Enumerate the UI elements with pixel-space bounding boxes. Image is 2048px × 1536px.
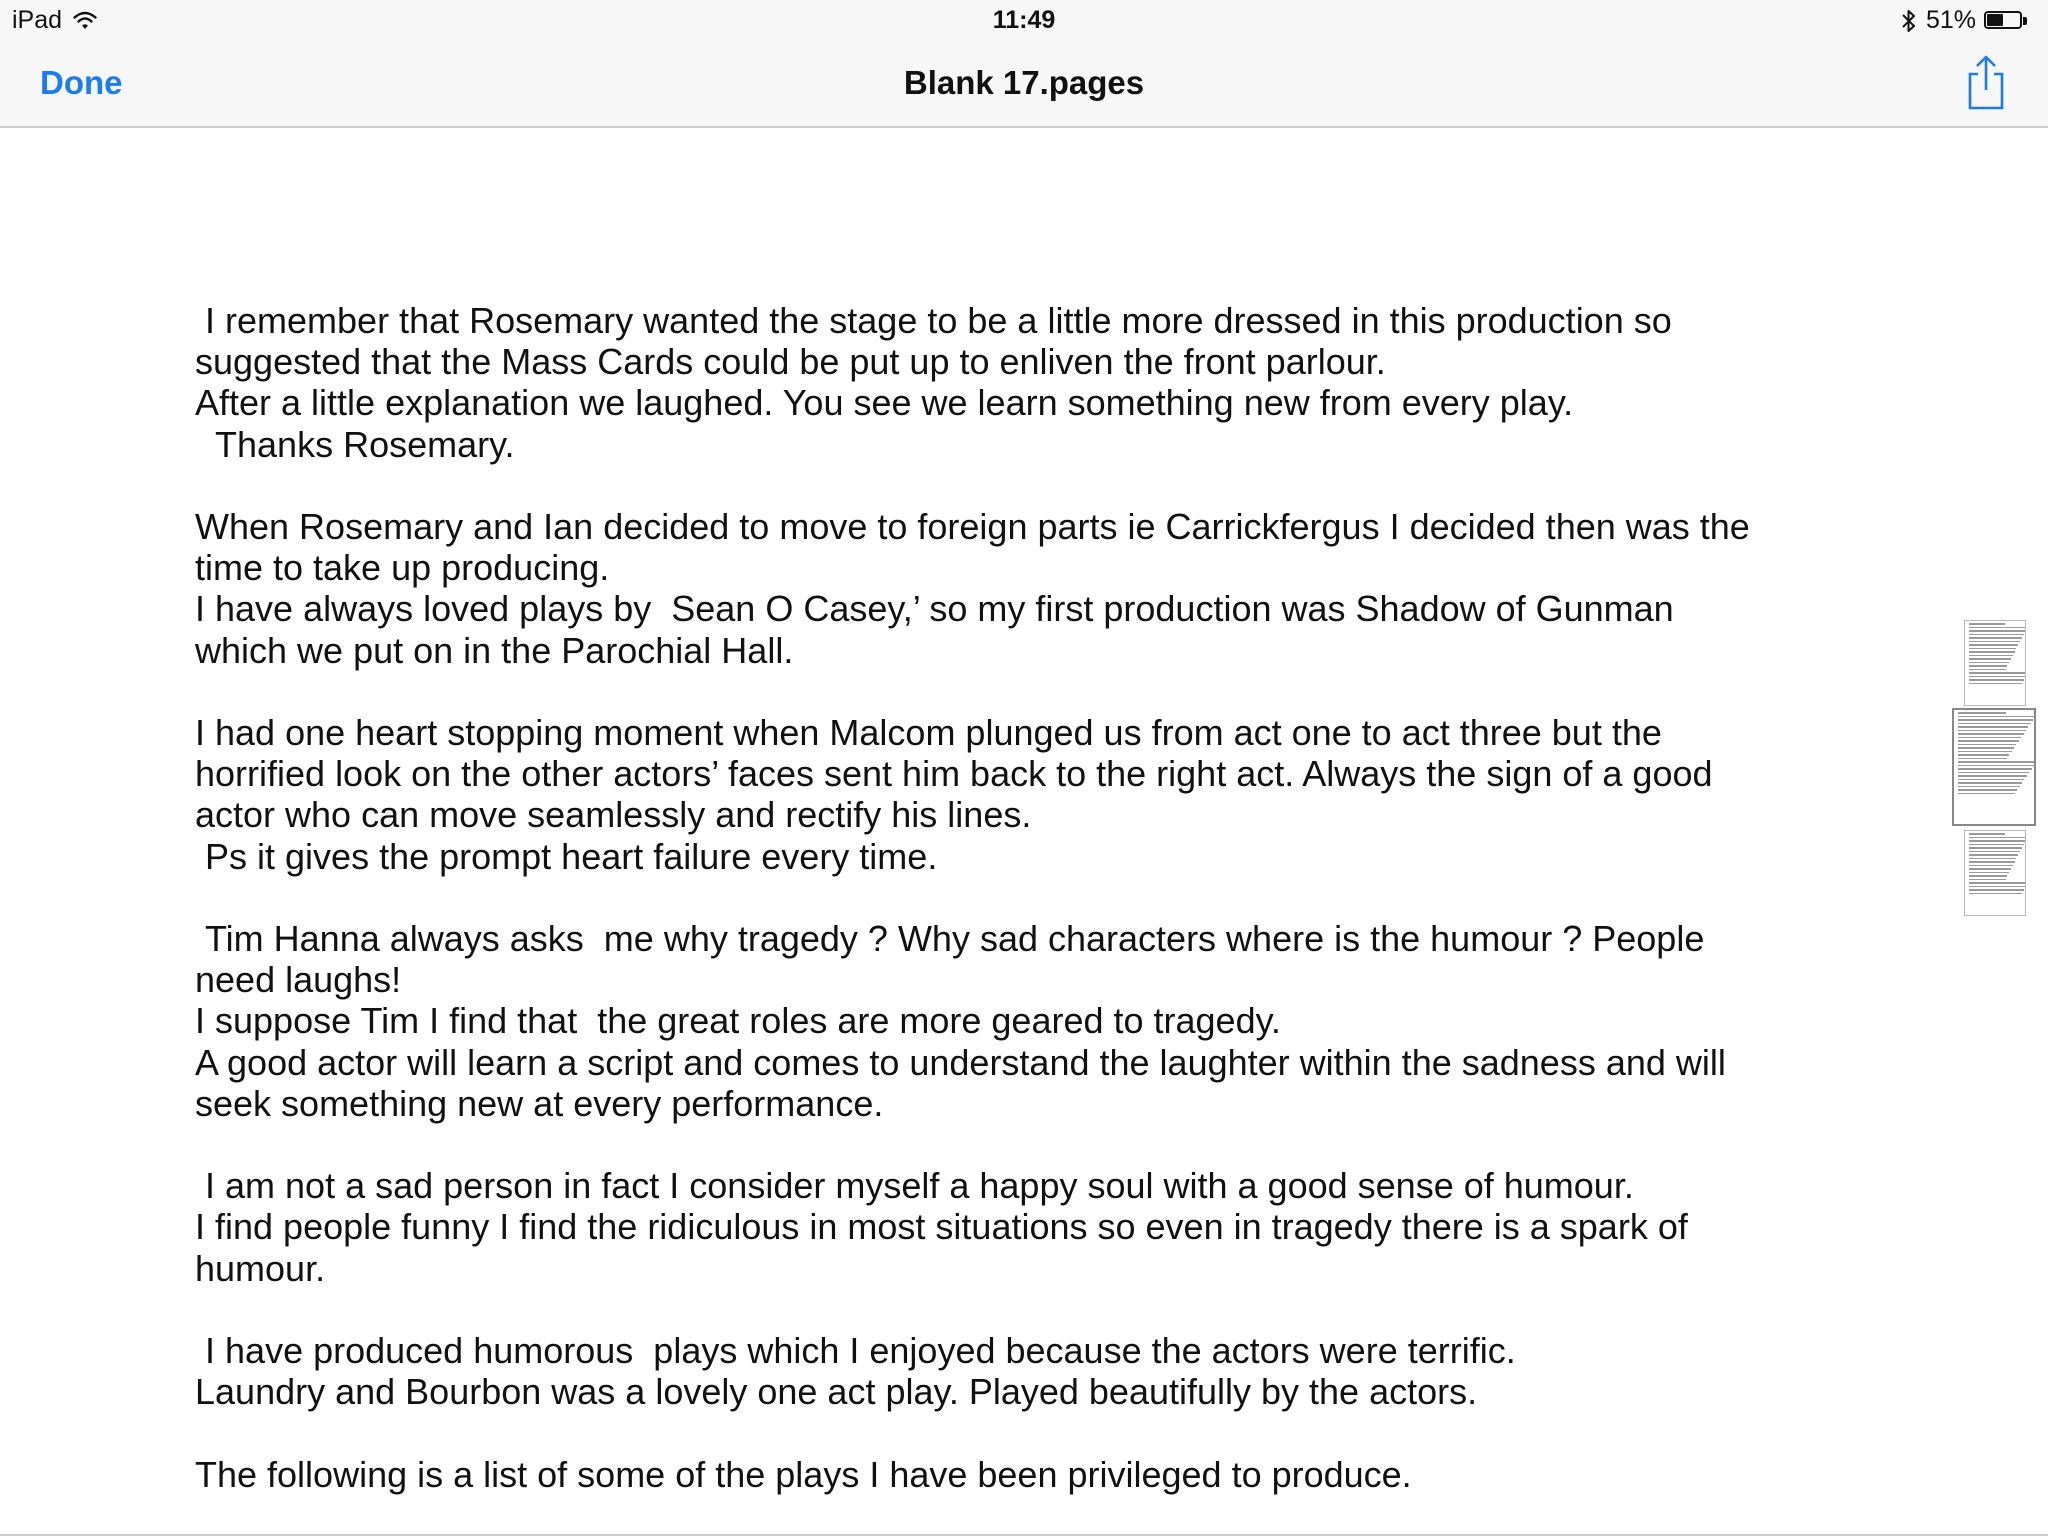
document-line: I suppose Tim I find that the great roles are more geared to tragedy. [195, 1000, 1281, 1042]
page-navigator[interactable] [1952, 620, 2048, 920]
status-time: 11:49 [992, 6, 1056, 34]
document-line: which we put on in the Parochial Hall. [195, 629, 794, 671]
document-line: I find people funny I find the ridiculous in most situations so even in tragedy there is a spark of [195, 1206, 1688, 1248]
device-label: iPad [12, 6, 63, 34]
document-line [195, 671, 1875, 712]
document-line: actor who can move seamlessly and rectify his lines. [195, 794, 1032, 836]
document-canvas[interactable] [0, 128, 2048, 1536]
document-line: time to take up producing. [195, 547, 610, 589]
document-line [195, 465, 1875, 506]
document-line: Ps it gives the prompt heart failure every time. [195, 835, 938, 877]
share-icon[interactable] [1962, 54, 2010, 112]
document-line: I have produced humorous plays which I enjoyed because the actors were terrific. [195, 1330, 1516, 1371]
document-line: need laughs! [195, 959, 402, 1001]
bluetooth-icon [1900, 8, 1918, 34]
battery-percent: 51% [1925, 6, 1976, 34]
battery-level [1987, 14, 2003, 26]
document-body[interactable] [195, 300, 1875, 1495]
document-line: I remember that Rosemary wanted the stage to be a little more dressed in this production so [195, 300, 1672, 341]
document-line [195, 1124, 1875, 1165]
document-line: Tim Hanna always asks me why tragedy ? Why sad characters where is the humour ? People [195, 918, 1705, 959]
document-line: After a little explanation we laughed. You see we learn something new from every play. [195, 382, 1574, 424]
done-button[interactable]: Done [40, 64, 123, 101]
page-thumbnail-2[interactable] [1952, 708, 2036, 826]
document-line [195, 1412, 1875, 1453]
document-line [195, 877, 1875, 918]
document-line: When Rosemary and Ian decided to move to foreign parts ie Carrickfergus I decided then was the [195, 506, 1750, 547]
page-thumbnail-1[interactable] [1964, 620, 2026, 706]
battery-icon [1984, 11, 2028, 31]
document-line: horrified look on the other actors’ faces sent him back to the right act. Always the sign of a good [195, 753, 1713, 795]
document-line: Laundry and Bourbon was a lovely one act play. Played beautifully by the actors. [195, 1371, 1478, 1413]
document-line: I had one heart stopping moment when Malcom plunged us from act one to act three but the [195, 712, 1662, 753]
document-line: suggested that the Mass Cards could be put up to enliven the front parlour. [195, 341, 1386, 383]
document-line: The following is a list of some of the plays I have been privileged to produce. [195, 1453, 1412, 1495]
document-line: I am not a sad person in fact I consider myself a happy soul with a good sense of humour. [195, 1165, 1634, 1207]
document-line: seek something new at every performance. [195, 1082, 884, 1124]
status-right [1900, 6, 2028, 35]
navigation-bar [0, 42, 2048, 128]
document-line: A good actor will learn a script and comes to understand the laughter within the sadness and will [195, 1041, 1726, 1083]
document-title: Blank 17.pages [903, 64, 1145, 101]
document-line [195, 1289, 1875, 1330]
page-thumbnail-3[interactable] [1964, 830, 2026, 916]
status-bar [0, 0, 2048, 42]
document-line: humour. [195, 1247, 326, 1289]
document-line: Thanks Rosemary. [195, 423, 515, 465]
document-line: I have always loved plays by Sean O Casey,’ so my first production was Shadow of Gunman [195, 588, 1674, 630]
